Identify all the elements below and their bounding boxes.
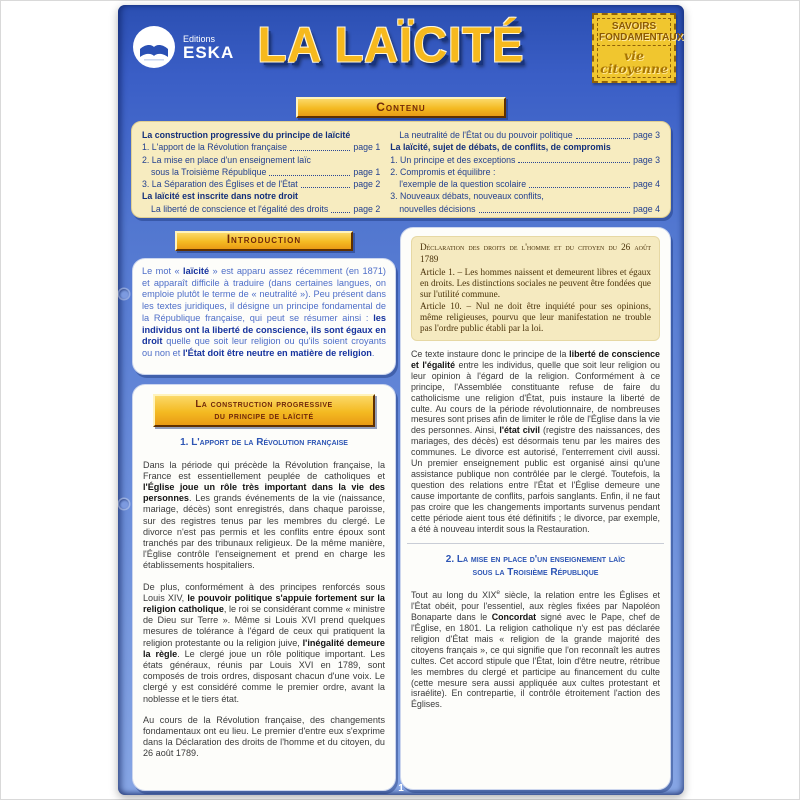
toc-entry: nouvelles décisions page 4 [399,203,660,214]
declaration-box [411,236,660,341]
badge-savoirs-fondamentaux [597,18,684,46]
construction-header-line2: du principe de laïcité [214,410,314,422]
publisher-big-label: ESKA [183,42,235,62]
section1-panel [132,384,396,791]
declaration-article-1: Article 1. – Les hommes naissent et demeurent libres et égaux en droits. Les distinctions sociales ne peuvent être fondées que sur l'utilité commune. [420,267,651,299]
publisher-small-label: Editions [183,33,216,44]
toc-right-column [390,129,660,212]
toc-entry: 2. La mise en place d'un enseignement laïc [142,154,311,165]
toc-page-ref: page 4 [633,203,660,214]
binder-hole-top [119,289,129,299]
toc-leader-dots [290,150,350,151]
collection-badge [592,13,684,83]
contenu-header: Contenu [296,97,506,118]
toc-entry: 2. Compromis et équilibre : [390,166,496,177]
toc-entry: l'exemple de la question scolaire page 4 [399,179,660,190]
section1-paragraph2: De plus, conformément à des principes renforcés sous Louis XIV, le pouvoir politique s'appuie fortement sur la religion catholique, le roi se considérant comme « ministre de Dieu sur Terre ». Même si Louis XVI prend quelques mesures de tolérance à l'égard de ceux qui pratiquent la religion protestante ou la religion juive, l'inégalité demeure la règle. Le clergé joue un rôle politique important. Les états généraux, réunis par Louis XVI en 1789, sont composés de trois ordres, disposant chacun d'une voix. Le clergé y est considéré comme le premier ordre, avant la noblesse et le tiers état. [143,581,386,704]
construction-header-line1: La construction progressive [195,399,333,410]
section1-paragraph3: Au cours de la Révolution française, des changements fondamentaux ont eu lieu. Le premier d'entre eux s'exprime dans la Déclaration des droits de l'homme et du citoyen, du 26 août 1789. [143,714,385,759]
toc-page-ref: page 3 [633,130,660,140]
badge-vie-citoyenne: vie citoyenne [597,48,671,78]
declaration-article-10: Article 10. – Nul ne doit être inquiété pour ses opinions, même religieuses, pourvu que leur manifestation ne trouble pas l'ordre public établi par la loi. [420,301,651,333]
section2-title-line2: sous la Troisième République [472,567,599,579]
toc-page-ref: page 4 [633,179,660,190]
badge-line2: FONDAMENTAUX [599,32,684,43]
toc-page-ref: page 2 [353,179,381,190]
toc-entry: La neutralité de l'État ou du pouvoir politique page 3 [399,130,660,140]
right-column [400,227,671,790]
section1-title: 1. L'apport de la Révolution française [180,437,348,448]
eska-book-icon [132,25,176,69]
right-paragraph1: Ce texte instaure donc le principe de la liberté de conscience et l'égalité entre les individus, quelle que soit leur religion ou leur opinion à l'égard de la religion. Conformément à ce principe, l'Assemblée constituante refuse de faire du catholicisme une religion d'État, puis instaure la liberté de culte. Au cours de la période révolutionnaire, de nombreuses mesures sont prises afin de limiter le rôle de l'Église dans la vie des personnes. Ainsi, l'état civil (registre des naissances, des mariages, des décès) est désormais tenu par les maires des communes. Le divorce est autorisé, l'enterrement civil aussi. Un premier enseignement public est organisé ainsi qu'une assistance publique non contrôlée par le clergé. Toutefois, la question des relations entre l'État et l'Église demeure une cause importante de conflits, parfois sanglants. Enfin, il ne faut pas croire que les changements importants survenus pendant cette période aient tous été définitifs ; le divorce, par exemple, a été à nouveau interdit sous la Restauration. [411,349,660,534]
binder-hole-bottom [119,499,129,509]
right-panel [400,227,671,790]
toc-entry: La laïcité, sujet de débats, de conflits, de compromis [390,142,611,153]
toc-leader-dots [269,175,350,176]
introduction-text: Le mot « laïcité » est apparu assez récemment (en 1871) et apparaît difficile à traduire (dans certaines langues, on emploie plutôt le terme de « neutralité »). Peu présent dans les textes juridiques, il désigne un principe fondamental de la République française, qui peut se résumer ainsi : les individus ont la liberté de conscience, ils sont égaux en droit quelle que soit leur religion ou qu'ils soient croyants ou non et l'État doit être neutre en matière de religion. [142,266,386,358]
laicite-sheet [118,5,684,795]
section2-title [411,553,660,579]
toc-leader-dots [479,212,631,213]
section2-paragraph: Tout au long du XIXe siècle, la relation entre les Églises et l'État obéit, pour l'essentiel, aux règles fixées par Napoléon Bonaparte dans le Concordat signé avec le Pape, chef de l'Église, en 1801. La religion catholique n'y est pas déclarée religion d'État mais « religion de la grande majorité des citoyens français », ce qui signifie que l'on reconnaît les autres cultes. Cet accord stipule que l'État, loin d'être neutre, rétribue les membres du clergé et participe au financement du culte (cette mesure sera aussi appliquée aux cultes protestant et israélite). En contrepartie, il contrôle étroitement l'action des Églises. [411,589,660,710]
toc-entry: 1. L'apport de la Révolution française page 1 [142,142,381,153]
toc-entry: 3. Nouveaux débats, nouveaux conflits, [390,191,544,202]
badge-line1: SAVOIRS [611,21,657,32]
introduction-header: Introduction [175,231,353,251]
toc-page-ref: page 1 [353,142,381,153]
toc-leader-dots [301,187,351,188]
toc-page-ref: page 3 [633,154,660,165]
toc-entry: 1. Un principe et des exceptions page 3 [390,154,660,165]
toc-leader-dots [518,162,630,163]
toc-entry: La liberté de conscience et l'égalité des droits page 2 [151,203,381,214]
section1-paragraph1: Dans la période qui précède la Révolution française, la France est essentiellement peuplée de catholiques et l'Église joue un rôle très important dans la vie des personnes. Les grands événements de la vie (naissance, mariage, décès) sont enregistrés, dans chaque paroisse, sur des registres tenus par les membres du clergé. Le divorce n'est pas permis et les conflits entre époux sont tranchés par des tribunaux religieux. De la même manière, l'Église contrôle l'enseignement et prend en charge les établissements hospitaliers. [143,459,385,571]
toc-leader-dots [331,212,350,213]
declaration-title: Déclaration des droits de l'homme et du citoyen du 26 août 1789 [420,242,651,264]
section2-title-line1: 2. La mise en place d'un enseignement laïc [445,554,626,566]
section-divider [407,543,664,544]
toc-entry: La construction progressive du principe de laïcité [142,130,351,140]
page-number: 1 [398,783,404,794]
toc-left-column [142,129,380,212]
toc-leader-dots [529,187,630,188]
toc-entry: La laïcité est inscrite dans notre droit [142,191,298,202]
toc-leader-dots [576,138,630,139]
page-title: LA LAÏCITÉ [257,16,525,73]
construction-header [153,394,375,427]
toc-entry: sous la Troisième République page 1 [151,166,381,177]
introduction-panel [132,258,396,375]
toc-entry: 3. La Séparation des Églises et de l'État page 2 [142,179,381,190]
table-of-contents [131,121,671,218]
toc-page-ref: page 1 [353,166,381,177]
toc-page-ref: page 2 [353,203,381,214]
left-column [132,227,396,791]
